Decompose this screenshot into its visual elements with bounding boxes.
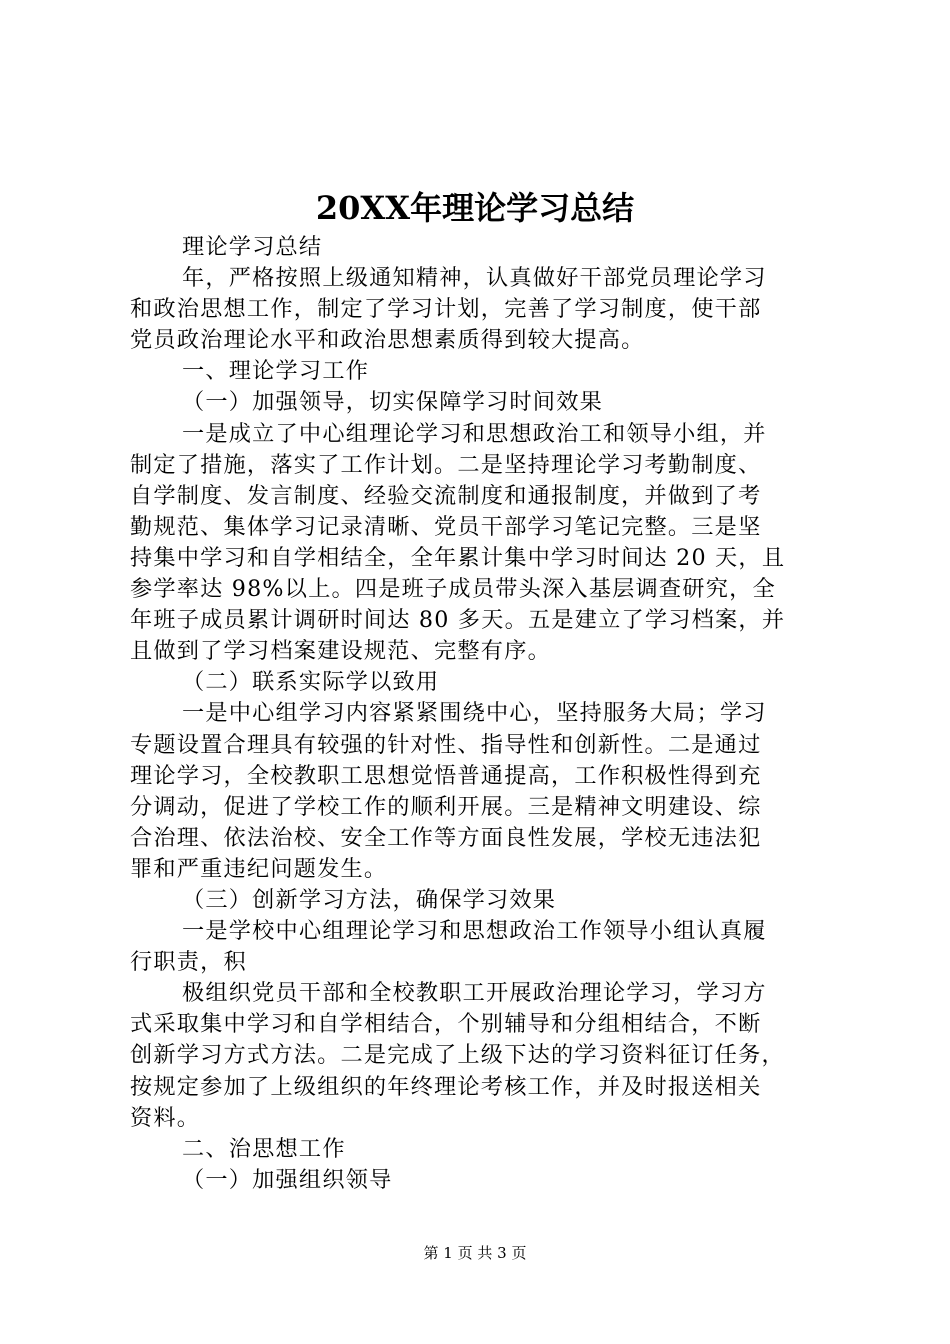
body-line: 一、理论学习工作 xyxy=(182,358,370,385)
body-line: （一）加强组织领导 xyxy=(182,1166,393,1193)
body-line: 分调动，促进了学校工作的顺利开展。三是精神文明建设、综 xyxy=(130,793,762,820)
body-line: 制定了措施，落实了工作计划。二是坚持理论学习考勤制度、 xyxy=(130,451,762,478)
body-line: 按规定参加了上级组织的年终理论考核工作，并及时报送相关 xyxy=(130,1073,762,1100)
body-line: 年班子成员累计调研时间达 80 多天。五是建立了学习档案，并 xyxy=(130,607,786,634)
body-line: 理论学习总结 xyxy=(182,234,323,260)
body-line: 合治理、依法治校、安全工作等方面良性发展，学校无违法犯 xyxy=(130,824,762,851)
body-line: （一）加强领导，切实保障学习时间效果 xyxy=(182,389,603,416)
body-line: 持集中学习和自学相结全，全年累计集中学习时间达 20 天，且 xyxy=(130,544,786,571)
document-title: 20XX年理论学习总结 xyxy=(315,189,635,227)
body-line: 二、治思想工作 xyxy=(182,1135,346,1162)
body-line: 参学率达 98%以上。四是班子成员带头深入基层调查研究，全 xyxy=(130,576,776,603)
body-line: 和政治思想工作，制定了学习计划，完善了学习制度，使干部 xyxy=(130,296,762,323)
body-line: 极组织党员干部和全校教职工开展政治理论学习，学习方 xyxy=(182,980,767,1007)
body-line: 资料。 xyxy=(130,1104,201,1131)
body-line: 勤规范、集体学习记录清晰、党员干部学习笔记完整。三是坚 xyxy=(130,513,762,540)
body-line: （三）创新学习方法，确保学习效果 xyxy=(182,886,557,913)
body-line: 自学制度、发言制度、经验交流制度和通报制度，并做到了考 xyxy=(130,482,762,509)
body-line: 罪和严重违纪问题发生。 xyxy=(130,855,388,882)
body-line: 一是成立了中心组理论学习和思想政治工和领导小组，并 xyxy=(182,420,767,447)
body-line: 一是学校中心组理论学习和思想政治工作领导小组认真履 xyxy=(182,918,767,945)
body-line: 专题设置合理具有较强的针对性、指导性和创新性。二是通过 xyxy=(130,731,762,758)
body-line: 一是中心组学习内容紧紧围绕中心，坚持服务大局；学习 xyxy=(182,700,767,727)
body-line: 创新学习方式方法。二是完成了上级下达的学习资料征订任务， xyxy=(130,1042,785,1069)
body-line: 党员政治理论水平和政治思想素质得到较大提高。 xyxy=(130,327,645,354)
body-line: 年，严格按照上级通知精神，认真做好干部党员理论学习 xyxy=(182,265,767,292)
page-footer: 第 1 页 共 3 页 xyxy=(423,1244,527,1262)
body-line: 且做到了学习档案建设规范、完整有序。 xyxy=(130,638,551,665)
body-line: 式采取集中学习和自学相结合，个别辅导和分组相结合，不断 xyxy=(130,1011,762,1038)
body-line: 行职责，积 xyxy=(130,949,247,976)
body-line: （二）联系实际学以致用 xyxy=(182,669,440,696)
document-body xyxy=(130,232,830,1196)
body-line: 理论学习，全校教职工思想觉悟普通提高，工作积极性得到充 xyxy=(130,762,762,789)
